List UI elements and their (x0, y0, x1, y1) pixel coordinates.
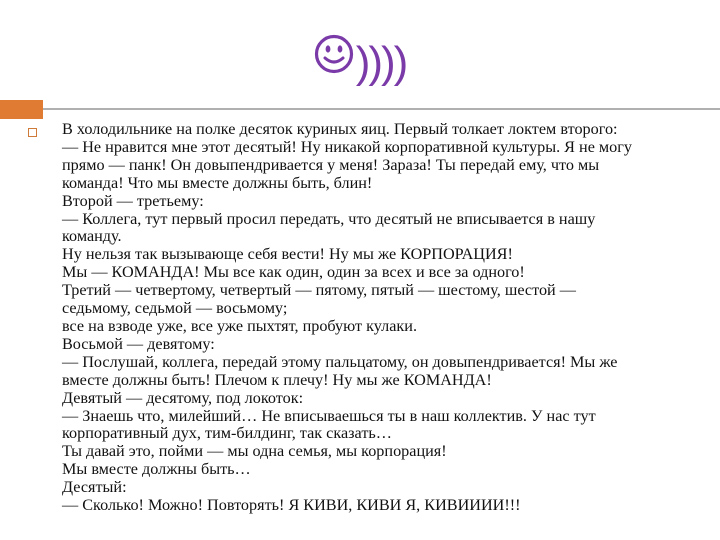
accent-block (0, 100, 43, 119)
text-line: — Знаешь что, милейший… Не вписываешься ты в наш коллектив. У нас тут (62, 406, 596, 425)
text-line: Ну нельзя так вызывающе себя вести! Ну мы же КОРПОРАЦИЯ! (62, 245, 513, 264)
text-line: Ты давай это, пойми — мы одна семья, мы корпорация! (62, 442, 447, 461)
smiley-icon (314, 29, 354, 91)
text-line: вместе должны быть! Плечом к плечу! Ну мы же КОМАНДА! (62, 370, 492, 389)
text-line: Второй — третьему: (62, 191, 204, 210)
joke-text (62, 121, 702, 515)
text-line: Мы — КОМАНДА! Мы все как один, один за всех и все за одного! (62, 263, 525, 282)
slide-title (0, 30, 720, 92)
text-line: Восьмой — девятому: (62, 334, 215, 353)
text-line: корпоративный дух, тим-билдинг, так сказать… (62, 424, 392, 443)
text-line: Мы вместе должны быть… (62, 460, 251, 479)
text-line: — Сколько! Можно! Повторять! Я КИВИ, КИВИ Я, КИВИИИИ!!! (62, 496, 521, 515)
text-line: прямо — панк! Он довыпендривается у меня! Зараза! Ты передай ему, что мы (62, 155, 600, 174)
text-line: Десятый: (62, 478, 127, 497)
text-line: команда! Что мы вместе должны быть, блин! (62, 173, 373, 192)
text-line: — Коллега, тут первый просил передать, что десятый не вписывается в нашу (62, 209, 596, 228)
text-line: седьмому, седьмой — восьмому; (62, 299, 288, 318)
text-line: — Не нравится мне этот десятый! Ну никакой корпоративной культуры. Я не могу (62, 137, 632, 156)
text-line: все на взводе уже, все уже пыхтят, пробуют кулаки. (62, 316, 417, 335)
text-line: Третий — четвертому, четвертый — пятому, пятый — шестому, шестой — (62, 281, 576, 300)
text-line: В холодильнике на полке десяток куриных яиц. Первый толкает локтем второго: (62, 120, 618, 138)
text-line: — Послушай, коллега, передай этому пальцатому, он довыпендривается! Мы же (62, 352, 618, 371)
title-divider (43, 108, 720, 110)
title-text: )))) (355, 38, 407, 88)
square-bullet-icon (28, 128, 37, 137)
text-line: Девятый — десятому, под локоток: (62, 388, 304, 407)
text-line: команду. (62, 227, 122, 246)
